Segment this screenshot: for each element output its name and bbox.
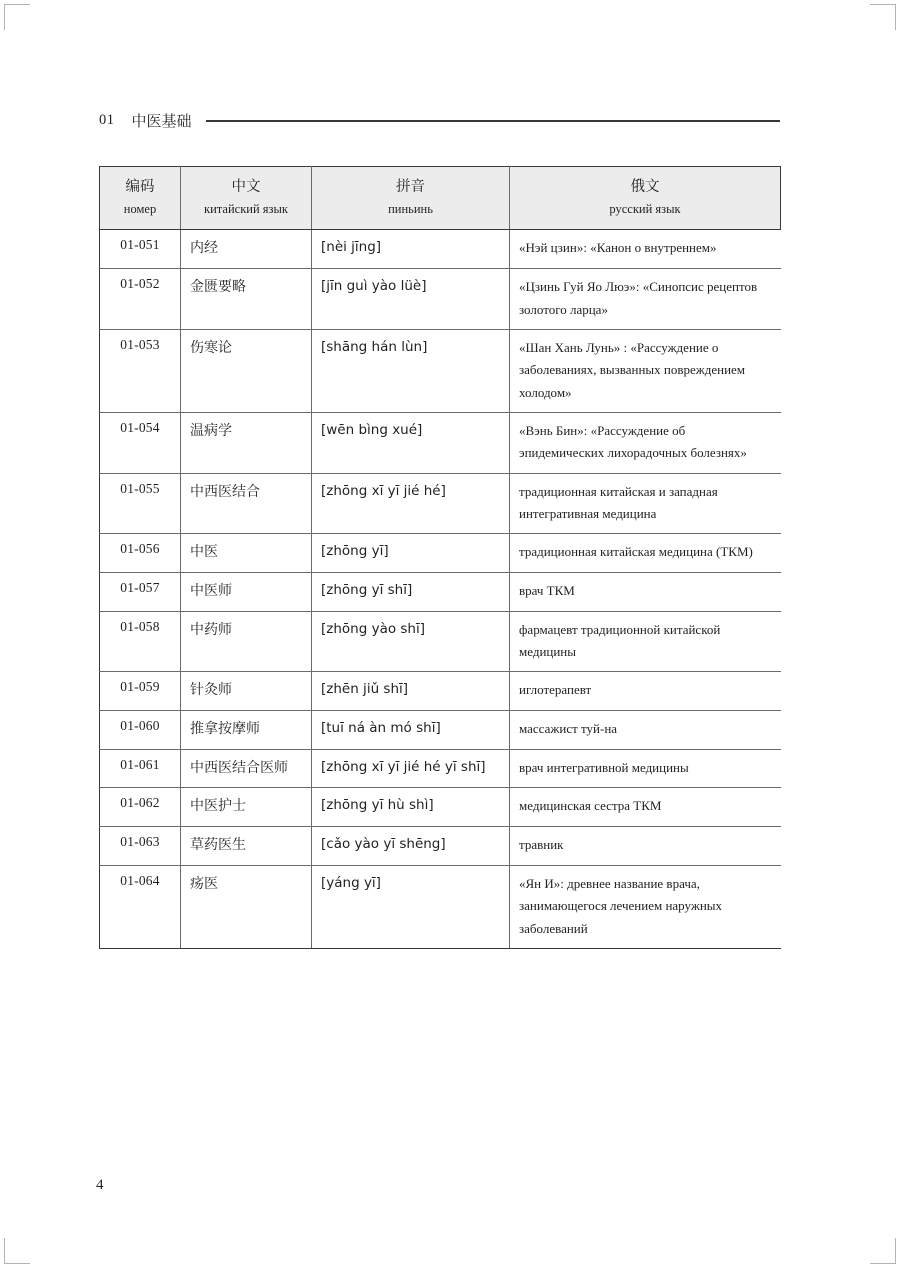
cell-code: 01-060 <box>100 711 181 750</box>
cell-pinyin: [jīn guì yào lüè] <box>312 269 510 330</box>
cell-russian: «Ян И»: древнее название врача, занимающегося лечением наружных заболеваний <box>510 865 781 948</box>
column-header-code-ru: номер <box>123 202 157 217</box>
cell-russian: «Цзинь Гуй Яо Люэ»: «Синопсис рецептов золотого ларца» <box>510 269 781 330</box>
column-header-code <box>100 167 181 230</box>
table-row <box>100 788 781 827</box>
cell-russian: врач ТКМ <box>510 573 781 612</box>
cell-russian: врач интегративной медицины <box>510 749 781 788</box>
table-row <box>100 412 781 473</box>
cell-pinyin: [zhōng yào shī] <box>312 611 510 672</box>
column-header-chinese-zh: 中文 <box>231 179 261 195</box>
cell-russian: «Вэнь Бин»: «Рассуждение об эпидемических лихорадочных болезнях» <box>510 412 781 473</box>
cell-chinese: 温病学 <box>181 412 312 473</box>
cell-chinese: 草药医生 <box>181 827 312 866</box>
table-row <box>100 672 781 711</box>
running-head <box>99 110 780 130</box>
cell-pinyin: [yáng yī] <box>312 865 510 948</box>
cell-code: 01-059 <box>100 672 181 711</box>
cell-chinese: 伤寒论 <box>181 329 312 412</box>
cell-code: 01-052 <box>100 269 181 330</box>
table-body <box>100 230 781 948</box>
cell-code: 01-061 <box>100 749 181 788</box>
cell-russian: традиционная китайская медицина (ТКМ) <box>510 534 781 573</box>
cell-russian: травник <box>510 827 781 866</box>
column-header-chinese <box>181 167 312 230</box>
table-row <box>100 865 781 948</box>
cell-code: 01-058 <box>100 611 181 672</box>
crop-mark-bottom-right <box>870 1238 896 1264</box>
cell-chinese: 中西医结合 <box>181 473 312 534</box>
cell-code: 01-057 <box>100 573 181 612</box>
cell-code: 01-055 <box>100 473 181 534</box>
cell-pinyin: [cǎo yào yī shēng] <box>312 827 510 866</box>
cell-pinyin: [zhēn jiǔ shī] <box>312 672 510 711</box>
cell-pinyin: [shāng hán lùn] <box>312 329 510 412</box>
cell-pinyin: [zhōng xī yī jié hé] <box>312 473 510 534</box>
table-header-row <box>100 167 781 230</box>
table-row <box>100 534 781 573</box>
running-head-rule <box>206 120 780 122</box>
cell-russian: массажист туй-на <box>510 711 781 750</box>
cell-chinese: 中医 <box>181 534 312 573</box>
cell-code: 01-054 <box>100 412 181 473</box>
cell-code: 01-064 <box>100 865 181 948</box>
table-row <box>100 329 781 412</box>
table-row <box>100 269 781 330</box>
cell-pinyin: [tuī ná àn mó shī] <box>312 711 510 750</box>
table-row <box>100 573 781 612</box>
page-number: 4 <box>96 1177 104 1193</box>
cell-pinyin: [zhōng yī] <box>312 534 510 573</box>
cell-chinese: 中西医结合医师 <box>181 749 312 788</box>
table-row <box>100 611 781 672</box>
table-row <box>100 230 781 269</box>
cell-russian: «Шан Хань Лунь» : «Рассуждение о заболеваниях, вызванных повреждением холодом» <box>510 329 781 412</box>
cell-russian: фармацевт традиционной китайской медицины <box>510 611 781 672</box>
table-row <box>100 473 781 534</box>
cell-russian: «Нэй цзин»: «Канон о внутреннем» <box>510 230 781 269</box>
column-header-pinyin-ru: пиньинь <box>388 202 433 217</box>
cell-pinyin: [nèi jīng] <box>312 230 510 269</box>
crop-mark-top-right <box>870 4 896 30</box>
cell-pinyin: [zhōng yī hù shì] <box>312 788 510 827</box>
cell-russian: традиционная китайская и западная интегративная медицина <box>510 473 781 534</box>
cell-chinese: 金匮要略 <box>181 269 312 330</box>
chapter-number: 01 <box>99 111 115 128</box>
column-header-russian-zh: 俄文 <box>630 179 660 195</box>
cell-chinese: 推拿按摩师 <box>181 711 312 750</box>
column-header-code-zh: 编码 <box>125 179 155 195</box>
cell-chinese: 疡医 <box>181 865 312 948</box>
table-header <box>100 167 781 230</box>
table-row <box>100 827 781 866</box>
table-row <box>100 749 781 788</box>
column-header-pinyin <box>312 167 510 230</box>
cell-pinyin: [zhōng yī shī] <box>312 573 510 612</box>
cell-chinese: 中药师 <box>181 611 312 672</box>
cell-code: 01-056 <box>100 534 181 573</box>
cell-code: 01-063 <box>100 827 181 866</box>
column-header-russian <box>510 167 781 230</box>
cell-pinyin: [zhōng xī yī jié hé yī shī] <box>312 749 510 788</box>
cell-code: 01-053 <box>100 329 181 412</box>
chapter-title: 中医基础 <box>131 111 192 130</box>
crop-mark-bottom-left <box>4 1238 30 1264</box>
cell-chinese: 中医护士 <box>181 788 312 827</box>
column-header-russian-ru: русский язык <box>609 202 681 217</box>
cell-russian: иглотерапевт <box>510 672 781 711</box>
cell-chinese: 中医师 <box>181 573 312 612</box>
cell-russian: медицинская сестра ТКМ <box>510 788 781 827</box>
table-row <box>100 711 781 750</box>
crop-mark-top-left <box>4 4 30 30</box>
vocabulary-table <box>99 166 781 949</box>
cell-pinyin: [wēn bìng xué] <box>312 412 510 473</box>
column-header-pinyin-zh: 拼音 <box>396 179 425 195</box>
cell-chinese: 针灸师 <box>181 672 312 711</box>
cell-code: 01-051 <box>100 230 181 269</box>
cell-chinese: 内经 <box>181 230 312 269</box>
column-header-chinese-ru: китайский язык <box>204 202 288 217</box>
cell-code: 01-062 <box>100 788 181 827</box>
